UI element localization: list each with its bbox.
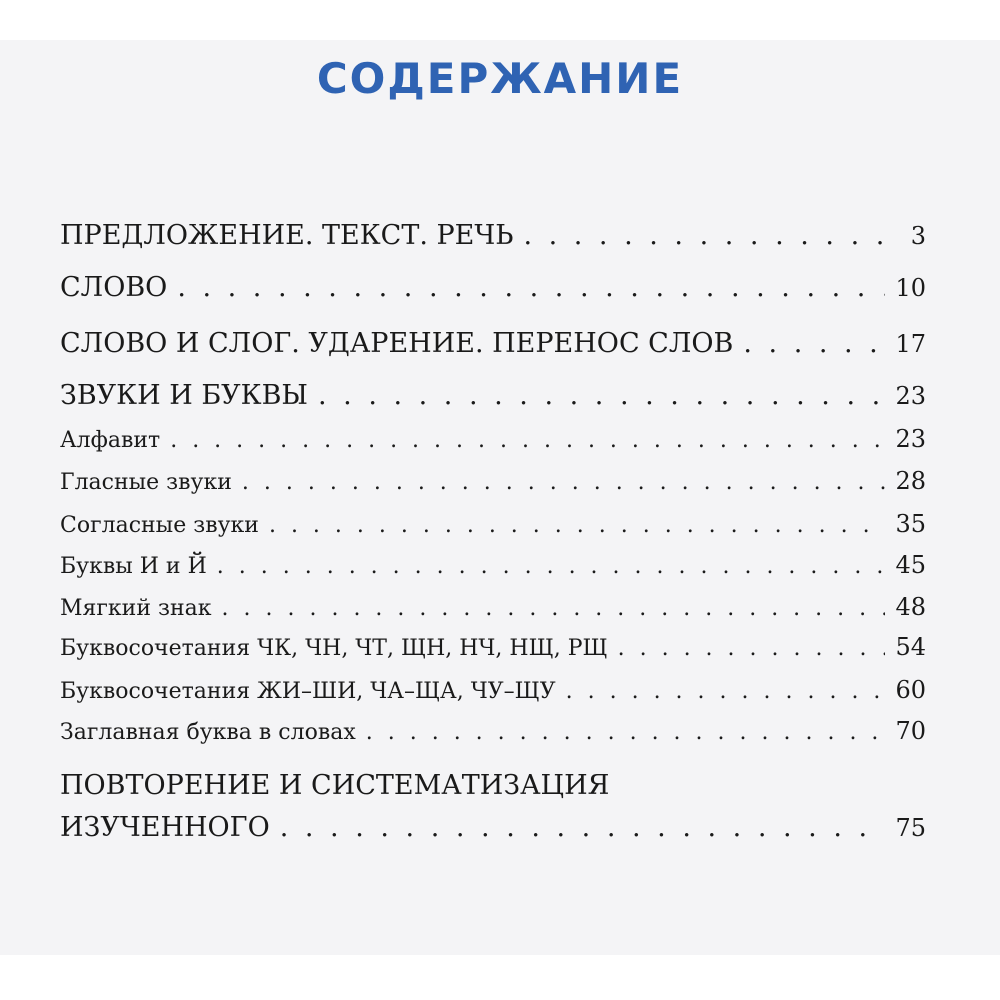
toc-leader-dots [269,513,886,538]
toc-entry-label: Заглавная буква в словах [60,720,356,745]
toc-entry [60,633,926,661]
toc-entry-page: 23 [895,382,926,410]
toc-entry [60,812,926,843]
toc-entry-page: 17 [895,330,926,358]
toc-entry-label: ПРЕДЛОЖЕНИЕ. ТЕКСТ. РЕЧЬ [60,220,514,251]
toc-entry-page: 60 [895,676,926,704]
toc-entry-page: 10 [895,274,926,302]
toc-entry [60,676,926,704]
toc-leader-dots [177,272,885,303]
book-page [0,40,1000,955]
toc-entry-label: СЛОВО [60,272,168,303]
toc-entry-label: ИЗУЧЕННОГО [60,812,270,843]
toc-leader-dots [618,636,886,661]
toc-entry [60,425,926,453]
toc-entry [60,593,926,621]
toc-entry-page: 70 [895,717,926,745]
toc-entry-label: Гласные звуки [60,470,232,495]
toc-entry-label-line1: ПОВТОРЕНИЕ И СИСТЕМАТИЗАЦИЯ [60,770,610,801]
toc-entry-page: 48 [895,593,926,621]
toc-entry-label: СЛОВО И СЛОГ. УДАРЕНИЕ. ПЕРЕНОС СЛОВ [60,328,734,359]
toc-entry-label: Алфавит [60,428,161,453]
toc-leader-dots [366,720,886,745]
toc-entry-label: Буквосочетания ЖИ–ШИ, ЧА–ЩА, ЧУ–ЩУ [60,679,556,704]
toc-leader-dots [222,596,886,621]
toc-entry [60,380,926,411]
toc-leader-dots [280,812,886,843]
toc-entry [60,717,926,745]
toc-entry-label: Буквосочетания ЧК, ЧН, ЧТ, ЩН, НЧ, НЩ, РЩ [60,636,608,661]
toc-leader-dots [523,220,900,251]
toc-leader-dots [217,554,886,579]
toc-entry [60,467,926,495]
toc-leader-dots [566,679,886,704]
toc-entry [60,328,926,359]
toc-entry-page: 3 [910,222,926,250]
toc-leader-dots [318,380,885,411]
toc-entry-label: Мягкий знак [60,596,212,621]
toc-leader-dots [170,428,885,453]
toc-entry-label: Согласные звуки [60,513,259,538]
toc-entry [60,551,926,579]
toc-entry [60,272,926,303]
toc-leader-dots [743,328,885,359]
toc-entry-page: 54 [895,633,926,661]
toc-entry-page: 35 [895,510,926,538]
toc-entry-page: 75 [895,814,926,842]
toc-entry-label: Буквы И и Й [60,554,207,579]
toc-entry [60,510,926,538]
toc-entry [60,220,926,251]
toc-entry-page: 28 [895,467,926,495]
toc-entry-page: 45 [895,551,926,579]
toc-entry-label: ЗВУКИ И БУКВЫ [60,380,308,411]
page-title: СОДЕРЖАНИЕ [316,54,684,103]
toc-leader-dots [242,470,886,495]
toc-entry-page: 23 [895,425,926,453]
